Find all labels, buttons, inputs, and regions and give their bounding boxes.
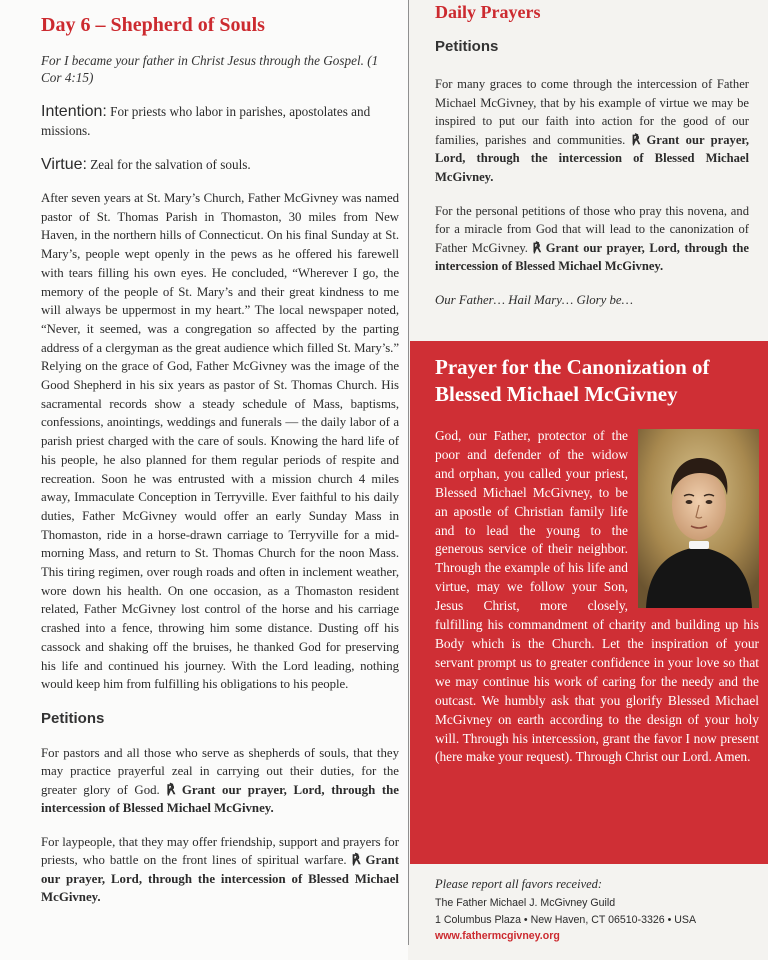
petitions-heading: Petitions — [435, 38, 499, 55]
petition-text: For pastors and all those who serve as shepherds of souls, that they may practice prayerful zeal in carrying out their duties, for the greater glory of God. — [41, 745, 399, 797]
daily-prayers-section — [435, 0, 749, 309]
intention-text: For priests who labor in parishes, apostolates and missions. — [41, 104, 371, 138]
day-6-section — [41, 12, 399, 922]
day-title: Day 6 – Shepherd of Souls — [41, 14, 265, 36]
petition-pastors — [41, 744, 399, 818]
favors-lead: Please report all favors received: — [435, 877, 603, 891]
intention-line — [41, 102, 399, 140]
daily-prayers-title: Daily Prayers — [435, 2, 541, 22]
petition-text: For laypeople, that they may offer friendship, support and prayers for priests, who battle on the front lines of spiritual warfare. — [41, 834, 399, 868]
column-divider — [408, 0, 409, 945]
website-link[interactable]: www.fathermcgivney.org — [435, 930, 560, 942]
petition-laypeople — [41, 833, 399, 907]
intention-label: Intention: — [41, 103, 107, 120]
canonization-prayer-title: Prayer for the Canonization of Blessed Michael McGivney — [435, 355, 710, 406]
footer — [435, 875, 755, 945]
petition-response: ℟ Grant our prayer, Lord, through the intercession of Blessed Michael McGivney. — [435, 240, 749, 274]
portrait-image — [638, 429, 759, 608]
petitions-heading: Petitions — [41, 709, 105, 727]
petition-text: For many graces to come through the intercession of Father Michael McGivney, that by his example of virtue we may be inspired to put our faith into action for the good of our families, parishes and communities. — [435, 77, 749, 147]
virtue-line — [41, 155, 399, 174]
petition-personal — [435, 202, 749, 276]
virtue-label: Virtue: — [41, 156, 87, 173]
petition-text: For the personal petitions of those who pray this novena, and for a miracle from God that will lead to the canonization of Father McGivney. — [435, 203, 749, 255]
virtue-text: Zeal for the salvation of souls. — [86, 157, 251, 172]
guild-address: 1 Columbus Plaza • New Haven, CT 06510-3326 • USA — [435, 913, 697, 926]
canonization-prayer-box — [410, 341, 768, 864]
petition-response: ℟ Grant our prayer, Lord, through the intercession of Blessed Michael McGivney. — [435, 132, 749, 184]
petition-graces — [435, 75, 749, 187]
story-paragraph: After seven years at St. Mary’s Church, Father McGivney was named pastor of St. Thomas Parish in Thomaston, 30 miles from New Haven, in the northern hills of Connecticut. On his final Sunday at St. Mary’s, people wept openly in the pews as he offered his farewell with tears filling his own eyes. He concluded, “Wherever I go, the memory of the people of St. Mary’s and their great kindness to me will always be uppermost in my heart.” The local newspaper noted, “Never, it seemed, was a congregation so affected by the parting address of a clergyman as the great audience which filled St. Mary’s.” Relying on the grace of God, Father McGivney was the image of the Good Shepherd in his six years as pastor of St. Thomas Church. His sacramental records show a steady schedule of Mass, baptisms, confessions, anointings, weddings and funerals — the daily labor of a parish priest charged with the care of souls. Knowing the hard life of his people, he also planned for them regular periods of respite and recreation. Soon he was entrusted with a mission church 4 miles away, Immaculate Conception in Terryville. Ever faithful to his daily duties, Father McGivney would offer an early Sunday Mass in Thomaston, ride in a horse-drawn carriage to Terryville for a mid-morning Mass, and return to St. Thomas Church for the noon Mass. This tiring regimen, over rough roads and often in inclement weather, wore down his health. On one occasion, as a Thomaston resident related, Father McGivney lost control of the horse and his carriage crashed into a fence, throwing him some distance. Dusting off his cassock and shaking off the bruises, he thanked God for preserving his life and continued his journey. With the Lord leading, nothing would keep him from fulfilling his obligations to his people. — [41, 191, 399, 692]
guild-name: The Father Michael J. McGivney Guild — [435, 897, 616, 909]
prayer-text: God, our Father, protector of the poor and defender of the widow and orphan, you called your priest, Blessed Michael McGivney, to be an apostle of Christian family life and to lead the young to the generous service of their neighbor. Through the example of his life and virtue, may we follow your Son, Jesus Christ, more closely, fulfilling his commandment of charity and building up his Body which is the Church. Let the inspiration of your servant prompt us to greater confidence in your love so that we may continue his work of caring for the needy and the outcast. We humbly ask that you glorify Blessed Michael McGivney on earth according to the design of your holy will. Through his intercession, grant the favor I now present (here make your request). Through Christ our Lord. Amen. — [435, 428, 759, 765]
closing-prayers: Our Father… Hail Mary… Glory be… — [435, 292, 633, 307]
canonization-prayer-body — [435, 427, 759, 767]
petition-response: ℟ Grant our prayer, Lord, through the intercession of Blessed Michael McGivney. — [41, 853, 399, 905]
petition-response: ℟ Grant our prayer, Lord, through the intercession of Blessed Michael McGivney. — [41, 782, 399, 816]
scripture-epigraph: For I became your father in Christ Jesus through the Gospel. (1 Cor 4:15) — [41, 53, 379, 85]
